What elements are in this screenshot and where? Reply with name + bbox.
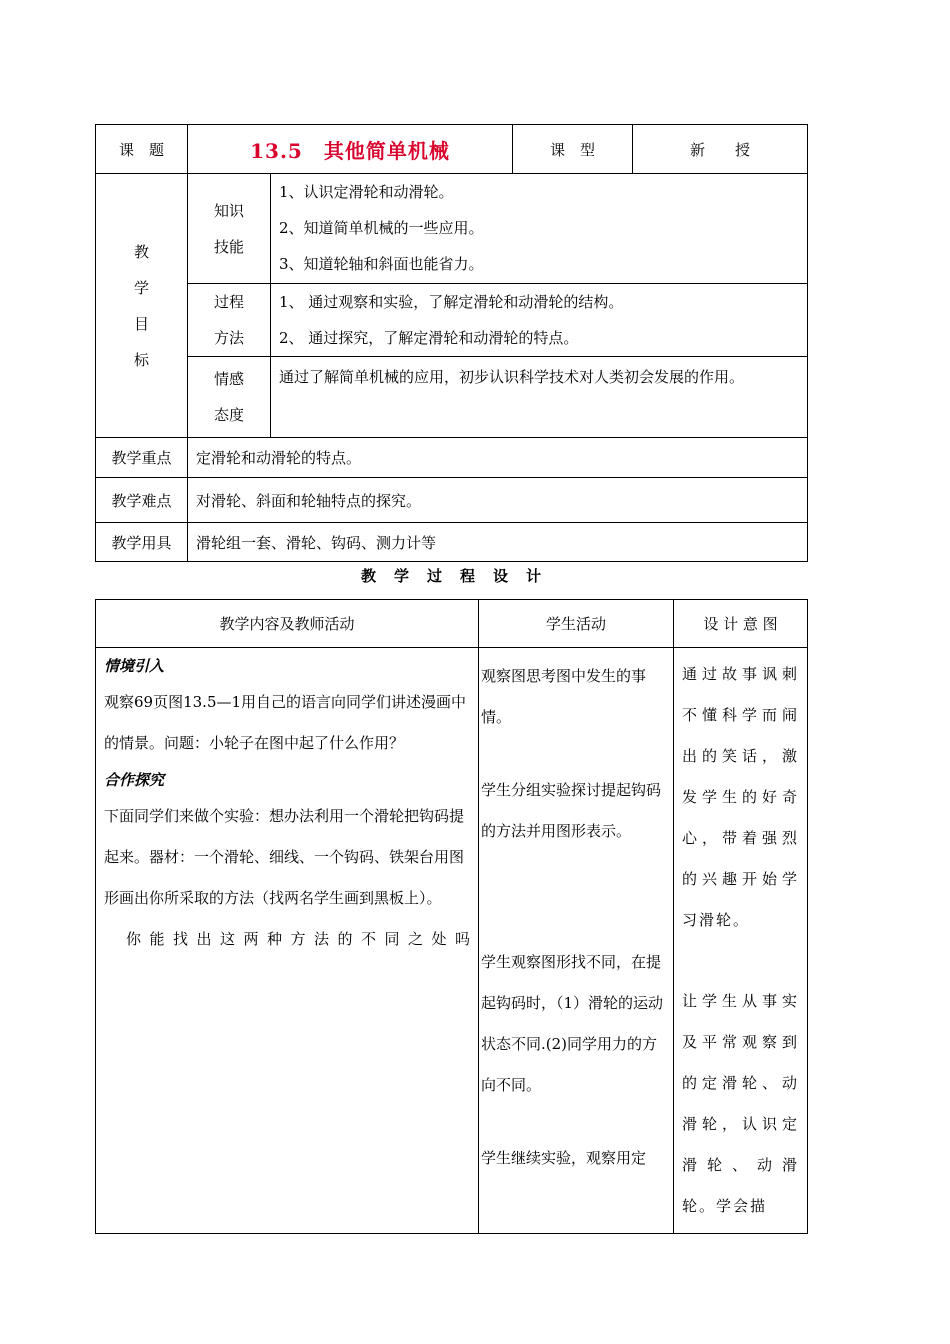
- knowledge-label: 知识 技能: [188, 174, 271, 284]
- section-intro-text: 观察69页图13.5—1用自己的语言向同学们讲述漫画中的情景。问题：小轮子在图中起了什么作用？: [104, 693, 467, 752]
- teacher-activity: [96, 648, 479, 1234]
- section-intro-title: 情境引入: [104, 657, 165, 675]
- student-activity: [479, 648, 674, 1234]
- intent-item: 让学生从事实及平常观察到的定滑轮、动滑轮，认识定滑轮、动滑轮。学会描: [682, 992, 799, 1215]
- header-teacher: 教学内容及教师活动: [96, 600, 479, 648]
- tools-label: 教学用具: [96, 523, 188, 562]
- header-intent: 设 计 意 图: [674, 600, 808, 648]
- student-item: 观察图思考图中发生的事情。: [481, 667, 647, 726]
- emotion-label: 情感 态度: [188, 357, 271, 438]
- lesson-title: 13.5 其他简单机械: [188, 125, 513, 174]
- key-point-label: 教学重点: [96, 438, 188, 478]
- intent-item: 通过故事讽刺不懂科学而闹出的笑话，激发学生的好奇心，带着强烈的兴趣开始学习滑轮。: [682, 665, 799, 929]
- process-label: 过程 方法: [188, 284, 271, 357]
- header-student: 学生活动: [479, 600, 674, 648]
- section-explore-title: 合作探究: [104, 771, 165, 789]
- process-table: [95, 599, 808, 1234]
- section-explore-question: 你能找出这两种方法的不同之处吗: [126, 930, 470, 948]
- difficulty-label: 教学难点: [96, 478, 188, 523]
- section-explore-text: 下面同学们来做个实验：想办法利用一个滑轮把钩码提起来。器材：一个滑轮、细线、一个钩码、铁架台用图形画出你所采取的方法（找两名学生画到黑板上）。: [104, 807, 465, 907]
- student-item: 学生继续实验，观察用定: [481, 1149, 647, 1167]
- type-value: 新 授: [633, 125, 808, 174]
- topic-label: 课 题: [96, 125, 188, 174]
- key-point-text: 定滑轮和动滑轮的特点。: [188, 438, 808, 478]
- tools-text: 滑轮组一套、滑轮、钩码、测力计等: [188, 523, 808, 562]
- emotion-text: 通过了解简单机械的应用，初步认识科学技术对人类初会发展的作用。: [271, 357, 808, 438]
- design-intent: [674, 648, 808, 1234]
- process-heading: 教 学 过 程 设 计: [360, 567, 542, 585]
- lesson-info-table: [95, 124, 808, 562]
- knowledge-items: 1、认识定滑轮和动滑轮。 2、知道简单机械的一些应用。 3、知道轮轴和斜面也能省力。: [271, 174, 808, 284]
- student-item: 学生分组实验探讨提起钩码的方法并用图形表示。: [481, 781, 662, 840]
- difficulty-text: 对滑轮、斜面和轮轴特点的探究。: [188, 478, 808, 523]
- type-label: 课 型: [513, 125, 633, 174]
- process-items: 1、 通过观察和实验，了解定滑轮和动滑轮的结构。 2、 通过探究，了解定滑轮和动滑轮的特点。: [271, 284, 808, 357]
- objectives-label: 教 学 目 标: [96, 174, 188, 438]
- student-item: 学生观察图形找不同，在提起钩码时，（1）滑轮的运动状态不同.(2)同学用力的方向不同。: [481, 953, 664, 1094]
